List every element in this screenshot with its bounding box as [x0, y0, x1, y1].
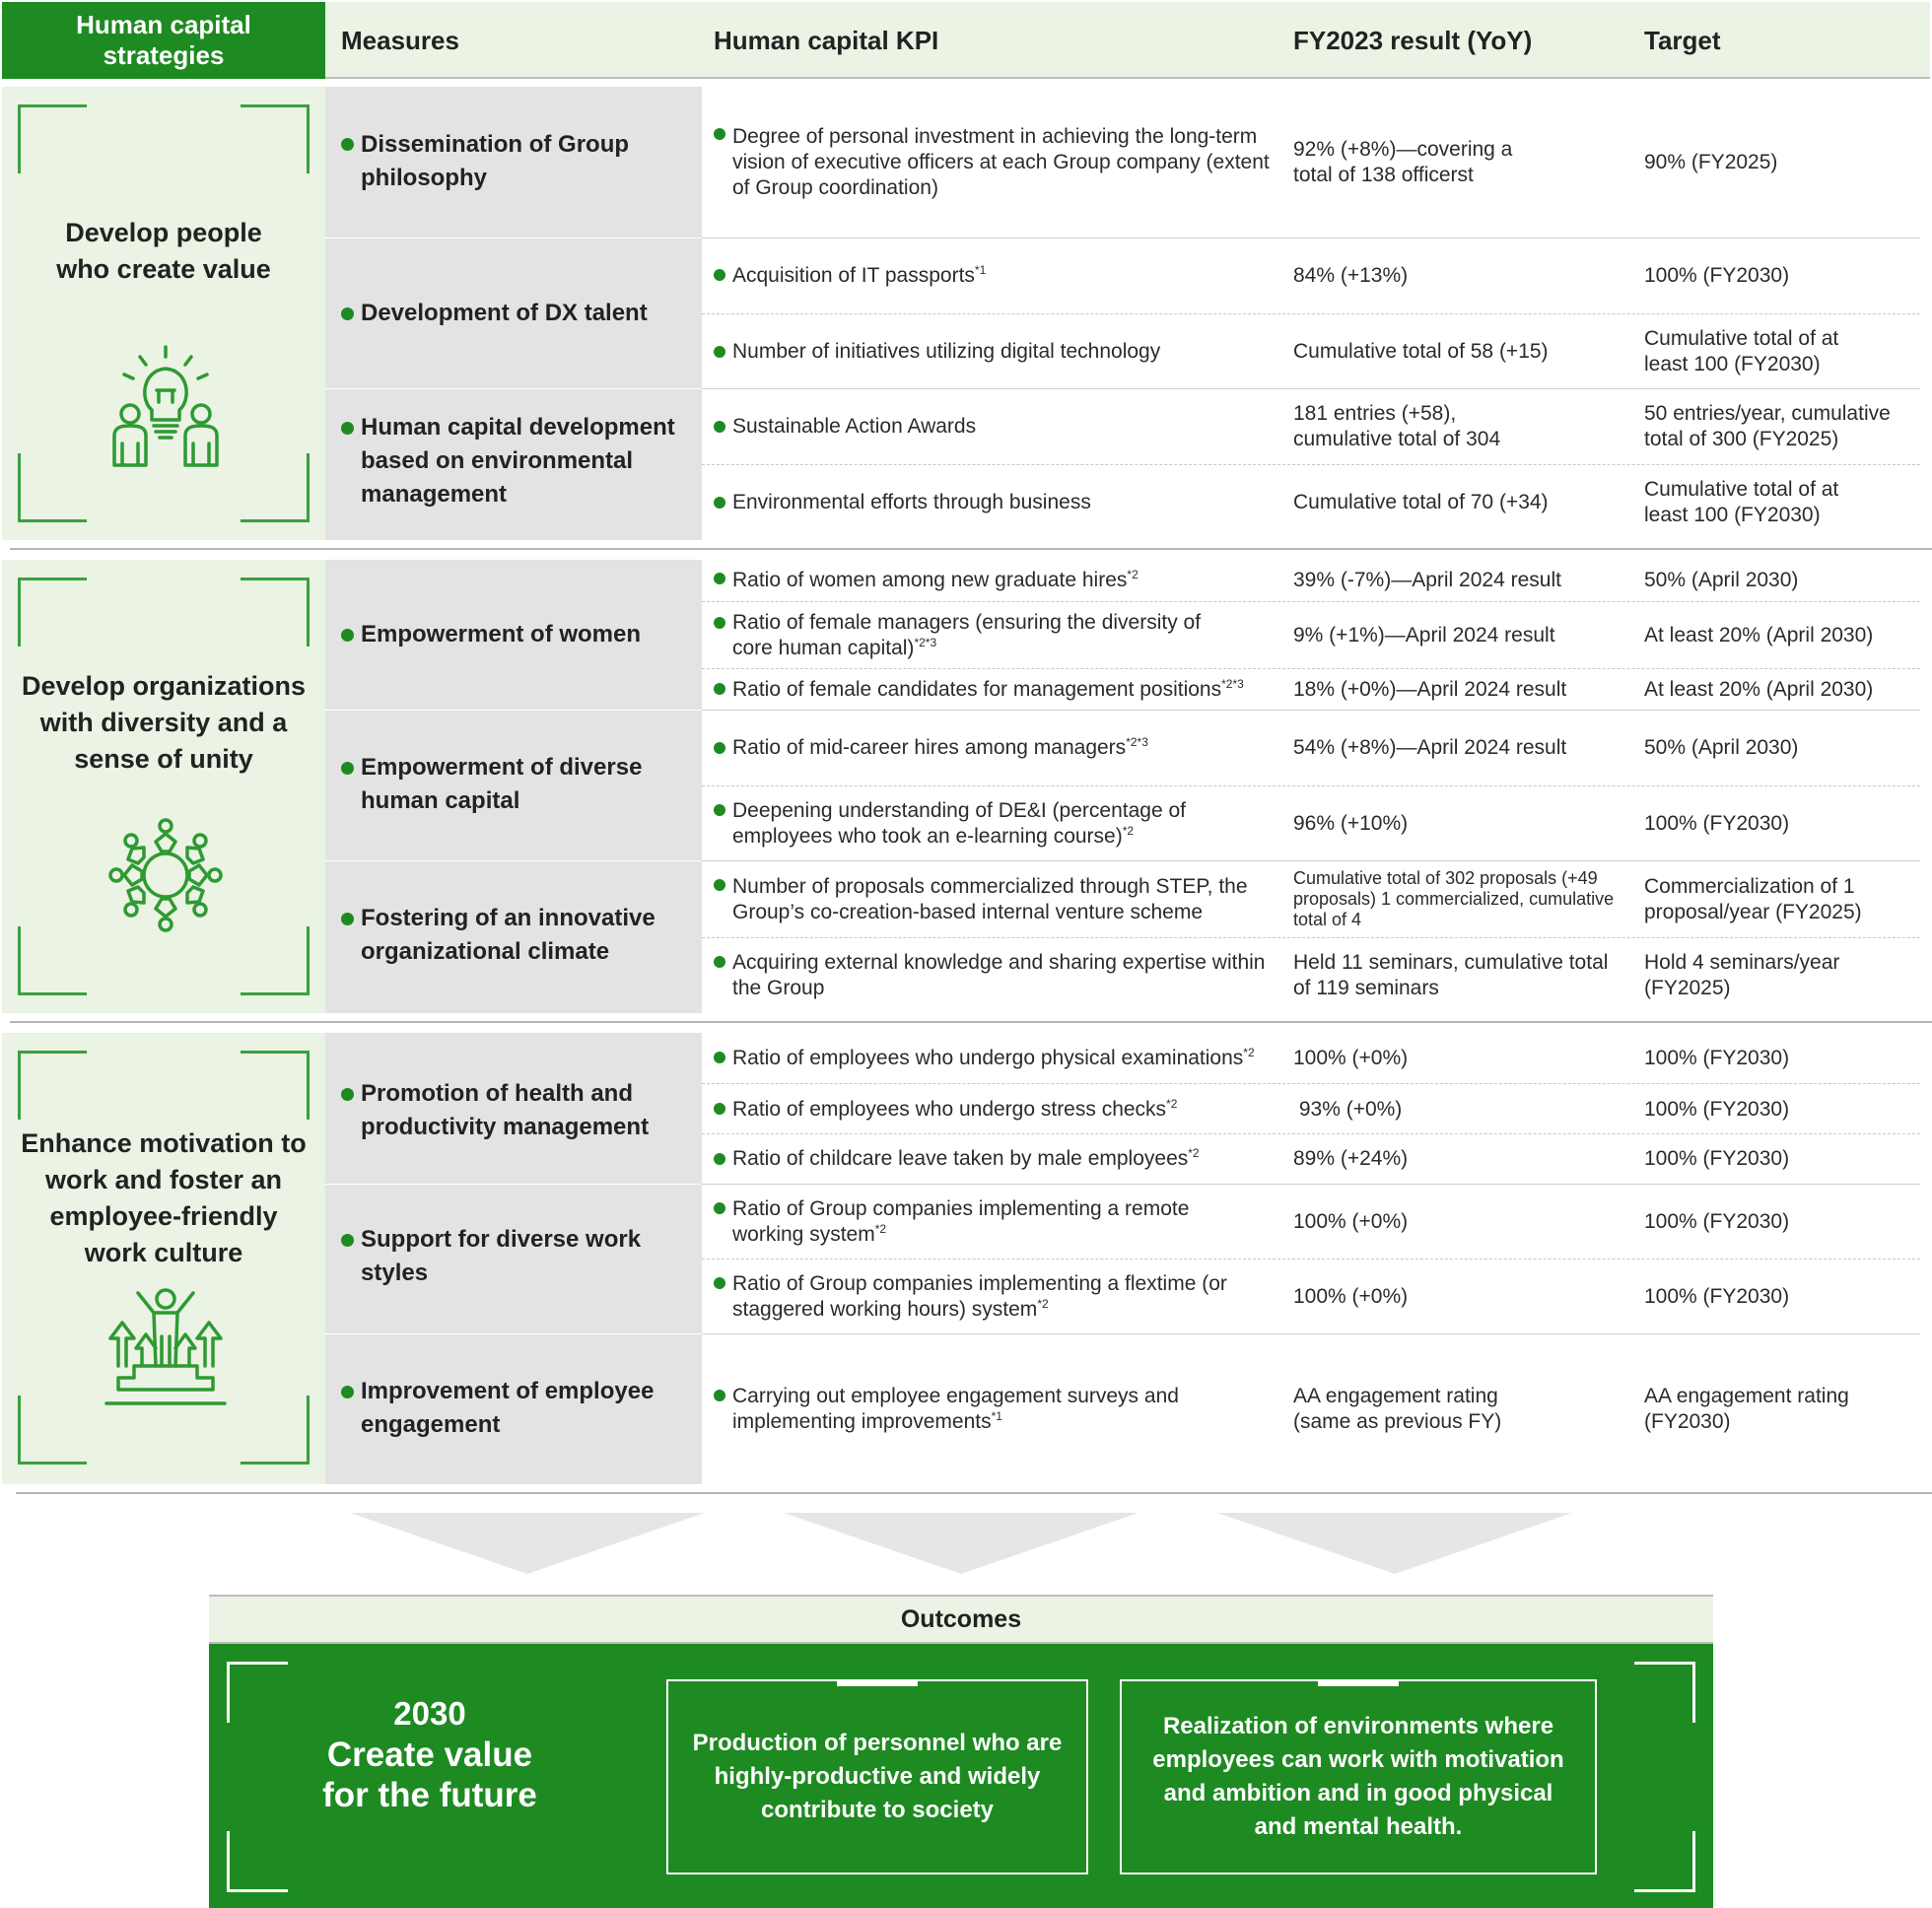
kpi-text: Ratio of childcare leave taken by male employees$^{*2}$ — [732, 1146, 1200, 1170]
strategy-title: Enhance motivation to work and foster an employee-friendly work culture — [21, 1128, 307, 1267]
table-row — [702, 602, 1920, 668]
measure-cell — [325, 560, 702, 710]
down-arrows — [0, 1513, 1932, 1577]
section-divider — [10, 1021, 1932, 1023]
circle-of-people-icon — [106, 816, 225, 934]
outcomes-title: Outcomes — [209, 1595, 1713, 1644]
target-text: AA engagement rating (FY2030) — [1644, 1385, 1849, 1433]
strategy-block — [2, 1033, 325, 1484]
result-text: Cumulative total of 70 (+34) — [1293, 491, 1549, 513]
table-row — [702, 861, 1920, 937]
table-row — [702, 560, 1920, 601]
target-text: Cumulative total of at least 100 (FY2030) — [1644, 327, 1839, 375]
result-text: 100% (+0%) — [1293, 1210, 1409, 1233]
down-arrow-icon — [784, 1513, 1138, 1574]
section-divider — [10, 548, 1932, 550]
measure-label: Empowerment of women — [361, 621, 642, 647]
outcomes-panel — [209, 1644, 1713, 1908]
table-row — [702, 1134, 1920, 1184]
kpi-text: Ratio of female candidates for management positions$^{*2*3}$ — [732, 676, 1244, 701]
target-text: 90% (FY2025) — [1644, 150, 1778, 173]
kpi-text: Ratio of employees who undergo physical examinations$^{*2}$ — [732, 1046, 1255, 1069]
measure-cell — [325, 238, 702, 388]
result-text: 93% (+0%) — [1293, 1097, 1403, 1121]
table-row — [702, 1084, 1920, 1134]
target-text: 50 entries/year, cumulative total of 300 (FY2025) — [1644, 402, 1891, 450]
kpi-text: Number of proposals commercialized through STEP, the Group’s co-creation-based internal venture scheme — [732, 874, 1248, 923]
table-row — [702, 1260, 1920, 1333]
kpi-text: Ratio of mid-career hires among managers$^{*2*3}$ — [732, 735, 1148, 759]
target-text: 100% (FY2030) — [1644, 1210, 1790, 1233]
outcome-text: Realization of environments where employees can work with motivation and ambition and in good physical and mental health. — [1152, 1713, 1564, 1840]
measure-cell — [325, 861, 702, 1013]
header-kpi: Human capital KPI — [714, 25, 939, 55]
kpi-text: Ratio of female managers (ensuring the diversity of core human capital)$^{*2*3}$ — [732, 610, 1202, 659]
table-row — [702, 314, 1920, 389]
target-text: 100% (FY2030) — [1644, 1047, 1790, 1069]
measure-label: Improvement of employee engagement — [361, 1378, 655, 1438]
measure-cell — [325, 1334, 702, 1484]
measure-label: Support for diverse work styles — [361, 1226, 642, 1286]
target-text: 100% (FY2030) — [1644, 1147, 1790, 1170]
table-row — [702, 711, 1920, 785]
kpi-text: Acquisition of IT passports$^{*1}$ — [732, 263, 987, 287]
kpi-text: Acquiring external knowledge and sharing expertise within the Group — [732, 951, 1266, 999]
target-text: Hold 4 seminars/year (FY2025) — [1644, 951, 1840, 999]
target-text: 100% (FY2030) — [1644, 1284, 1790, 1308]
measure-label: Empowerment of diverse human capital — [361, 754, 643, 814]
header-target: Target — [1644, 25, 1721, 55]
result-text: 84% (+13%) — [1293, 264, 1409, 287]
result-text: 100% (+0%) — [1293, 1047, 1409, 1069]
measure-label: Development of DX talent — [361, 300, 648, 326]
result-text: 39% (-7%)—April 2024 result — [1293, 569, 1561, 591]
measure-cell — [325, 87, 702, 238]
table-row — [702, 938, 1920, 1013]
kpi-text: Ratio of employees who undergo stress checks$^{*2}$ — [732, 1096, 1178, 1121]
measure-cell — [325, 711, 702, 860]
result-text: 18% (+0%)—April 2024 result — [1293, 677, 1567, 701]
table-row — [702, 786, 1920, 860]
person-rising-arrows-icon — [104, 1287, 227, 1409]
vision-line-2: for the future — [322, 1776, 537, 1814]
result-text: 54% (+8%)—April 2024 result — [1293, 736, 1567, 759]
target-text: Cumulative total of at least 100 (FY2030) — [1644, 478, 1839, 526]
result-text: 96% (+10%) — [1293, 811, 1409, 835]
target-text: At least 20% (April 2030) — [1644, 677, 1874, 701]
table-row — [702, 1185, 1920, 1260]
header-measures: Measures — [341, 25, 459, 55]
target-text: Commercialization of 1 proposal/year (FY2025) — [1644, 874, 1862, 923]
kpi-text: Environmental efforts through business — [732, 491, 1091, 513]
result-text: 89% (+24%) — [1293, 1147, 1409, 1170]
lightbulb-people-icon — [104, 345, 227, 467]
down-arrow-icon — [350, 1513, 705, 1574]
kpi-text: Ratio of women among new graduate hires$^{*2}$ — [732, 568, 1138, 591]
outcome-text: Production of personnel who are highly-productive and widely contribute to society — [692, 1730, 1063, 1823]
kpi-text: Deepening understanding of DE&I (percentage of employees who took an e-learning course)$^{*2}$ — [732, 798, 1186, 848]
table-row — [702, 1334, 1920, 1484]
result-text: 92% (+8%)—covering a total of 138 officerst — [1293, 137, 1513, 186]
strategy-block — [2, 560, 325, 1013]
target-text: 100% (FY2030) — [1644, 264, 1790, 287]
measure-label: Promotion of health and productivity management — [361, 1080, 650, 1140]
outcome-box — [666, 1679, 1088, 1874]
result-text: Held 11 seminars, cumulative total of 119 seminars — [1293, 951, 1609, 999]
result-text: 181 entries (+58), cumulative total of 304 — [1293, 402, 1501, 450]
measure-cell — [325, 1033, 702, 1184]
kpi-text: Ratio of Group companies implementing a remote working system$^{*2}$ — [732, 1197, 1190, 1246]
measure-cell — [325, 389, 702, 540]
kpi-text: Ratio of Group companies implementing a flextime (or staggered working hours) system$^{*2}$ — [732, 1271, 1227, 1321]
result-text: Cumulative total of 302 proposals (+49 proposals) 1 commercialized, cumulative total of 4 — [1293, 868, 1615, 929]
table-row — [702, 1033, 1920, 1084]
kpi-text: Number of initiatives utilizing digital technology — [732, 340, 1161, 363]
vision-line-1: Create value — [326, 1736, 533, 1774]
header-result: FY2023 result (YoY) — [1293, 25, 1533, 55]
down-arrow-icon — [1217, 1513, 1572, 1574]
section-divider — [16, 1492, 1932, 1494]
table-row — [702, 465, 1920, 540]
target-text: 50% (April 2030) — [1644, 736, 1799, 759]
strategy-block — [2, 87, 325, 540]
measure-label: Fostering of an innovative organizational climate — [361, 905, 656, 965]
strategy-title: Develop organizations with diversity and a sense of unity — [21, 671, 307, 774]
header-strategies: Human capital strategies — [2, 2, 325, 79]
measure-label: Dissemination of Group philosophy — [361, 131, 630, 191]
result-text: AA engagement rating (same as previous FY) — [1293, 1385, 1502, 1433]
kpi-text: Sustainable Action Awards — [732, 415, 977, 438]
measure-label: Human capital development based on environmental management — [361, 414, 675, 508]
result-text: 100% (+0%) — [1293, 1284, 1409, 1308]
target-text: 50% (April 2030) — [1644, 569, 1799, 591]
table-row — [702, 389, 1920, 464]
table-row — [702, 238, 1920, 313]
result-text: 9% (+1%)—April 2024 result — [1293, 623, 1555, 647]
target-text: 100% (FY2030) — [1644, 1097, 1790, 1121]
kpi-text: Carrying out employee engagement surveys and implementing improvements$^{*1}$ — [732, 1385, 1179, 1433]
table-row — [702, 87, 1920, 238]
target-text: 100% (FY2030) — [1644, 811, 1790, 835]
vision-year: 2030 — [393, 1695, 466, 1732]
strategy-title: Develop people who create value — [56, 218, 271, 284]
kpi-text: Degree of personal investment in achieving the long-term vision of executive officers at each Group company (extent of Group coordination) — [732, 124, 1270, 199]
vision-statement — [223, 1693, 637, 1815]
result-text: Cumulative total of 58 (+15) — [1293, 340, 1549, 363]
table-row — [702, 669, 1920, 710]
outcome-box — [1120, 1679, 1597, 1874]
target-text: At least 20% (April 2030) — [1644, 623, 1874, 647]
measure-cell — [325, 1185, 702, 1333]
